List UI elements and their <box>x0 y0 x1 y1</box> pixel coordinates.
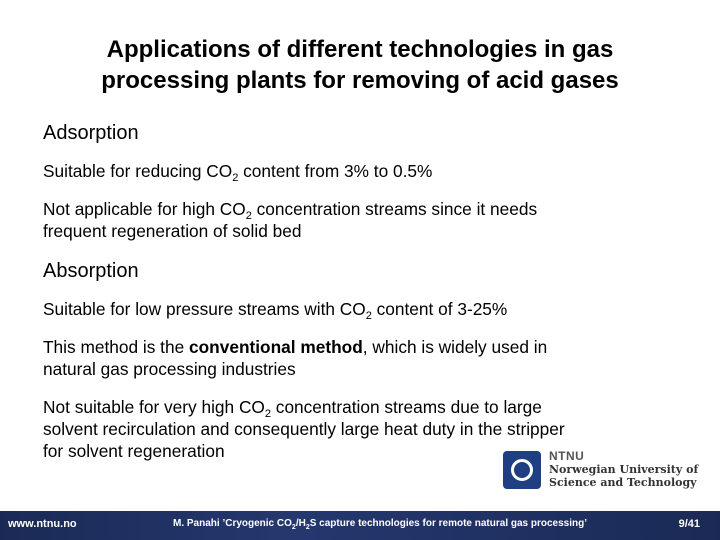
subscript: 2 <box>291 524 296 531</box>
text: content of 3-25% <box>371 299 508 319</box>
footer-url: www.ntnu.no <box>8 518 77 530</box>
absorption-heading: Absorption <box>43 260 139 282</box>
text-line-2: frequent regeneration of solid bed <box>43 221 302 241</box>
adsorption-bullet-2 <box>43 198 683 242</box>
text: content from 3% to 0.5% <box>238 161 433 181</box>
footer-bar <box>0 511 720 540</box>
absorption-bullet-1 <box>43 298 683 320</box>
footer-citation <box>130 518 630 529</box>
text: This method is the <box>43 337 189 357</box>
text: Not suitable for very high CO <box>43 397 265 417</box>
ring-shape <box>511 459 533 481</box>
text: concentration streams since it needs <box>251 199 538 219</box>
text: Suitable for low pressure streams with CO <box>43 299 366 319</box>
logo-abbreviation: NTNU <box>549 449 585 463</box>
subscript: 2 <box>245 210 252 222</box>
text-line-2: solvent recirculation and consequently large heat duty in the stripper <box>43 419 565 439</box>
logo-name-line-1: Norwegian University of <box>549 463 699 476</box>
subscript: 2 <box>365 310 372 322</box>
adsorption-bullet-1 <box>43 160 683 182</box>
text-line-2: natural gas processing industries <box>43 359 296 379</box>
text: S capture technologies for remote natural gas processing’ <box>309 518 588 529</box>
logo-name-line-2: Science and Technology <box>549 476 697 489</box>
text: , which is widely used in <box>362 337 548 357</box>
subscript: 2 <box>264 408 271 420</box>
text: concentration streams due to large <box>271 397 542 417</box>
emphasis-text: conventional method <box>189 337 363 357</box>
text: /H <box>295 518 306 529</box>
text: M. Panahi ’Cryogenic CO <box>172 518 292 529</box>
ntnu-logo <box>503 449 703 495</box>
slide-title <box>20 34 700 96</box>
logo-university-name <box>549 463 709 489</box>
title-line-2: processing plants for removing of acid gases <box>101 67 619 94</box>
adsorption-heading: Adsorption <box>43 122 139 144</box>
absorption-bullet-2 <box>43 336 683 380</box>
text: Suitable for reducing CO <box>43 161 233 181</box>
text-line-3: for solvent regeneration <box>43 441 225 461</box>
text: Not applicable for high CO <box>43 199 246 219</box>
ntnu-logo-icon <box>503 451 541 489</box>
title-line-1: Applications of different technologies in gas <box>106 36 614 63</box>
subscript: 2 <box>305 524 310 531</box>
subscript: 2 <box>232 172 239 184</box>
page-number: 9/41 <box>678 518 700 530</box>
